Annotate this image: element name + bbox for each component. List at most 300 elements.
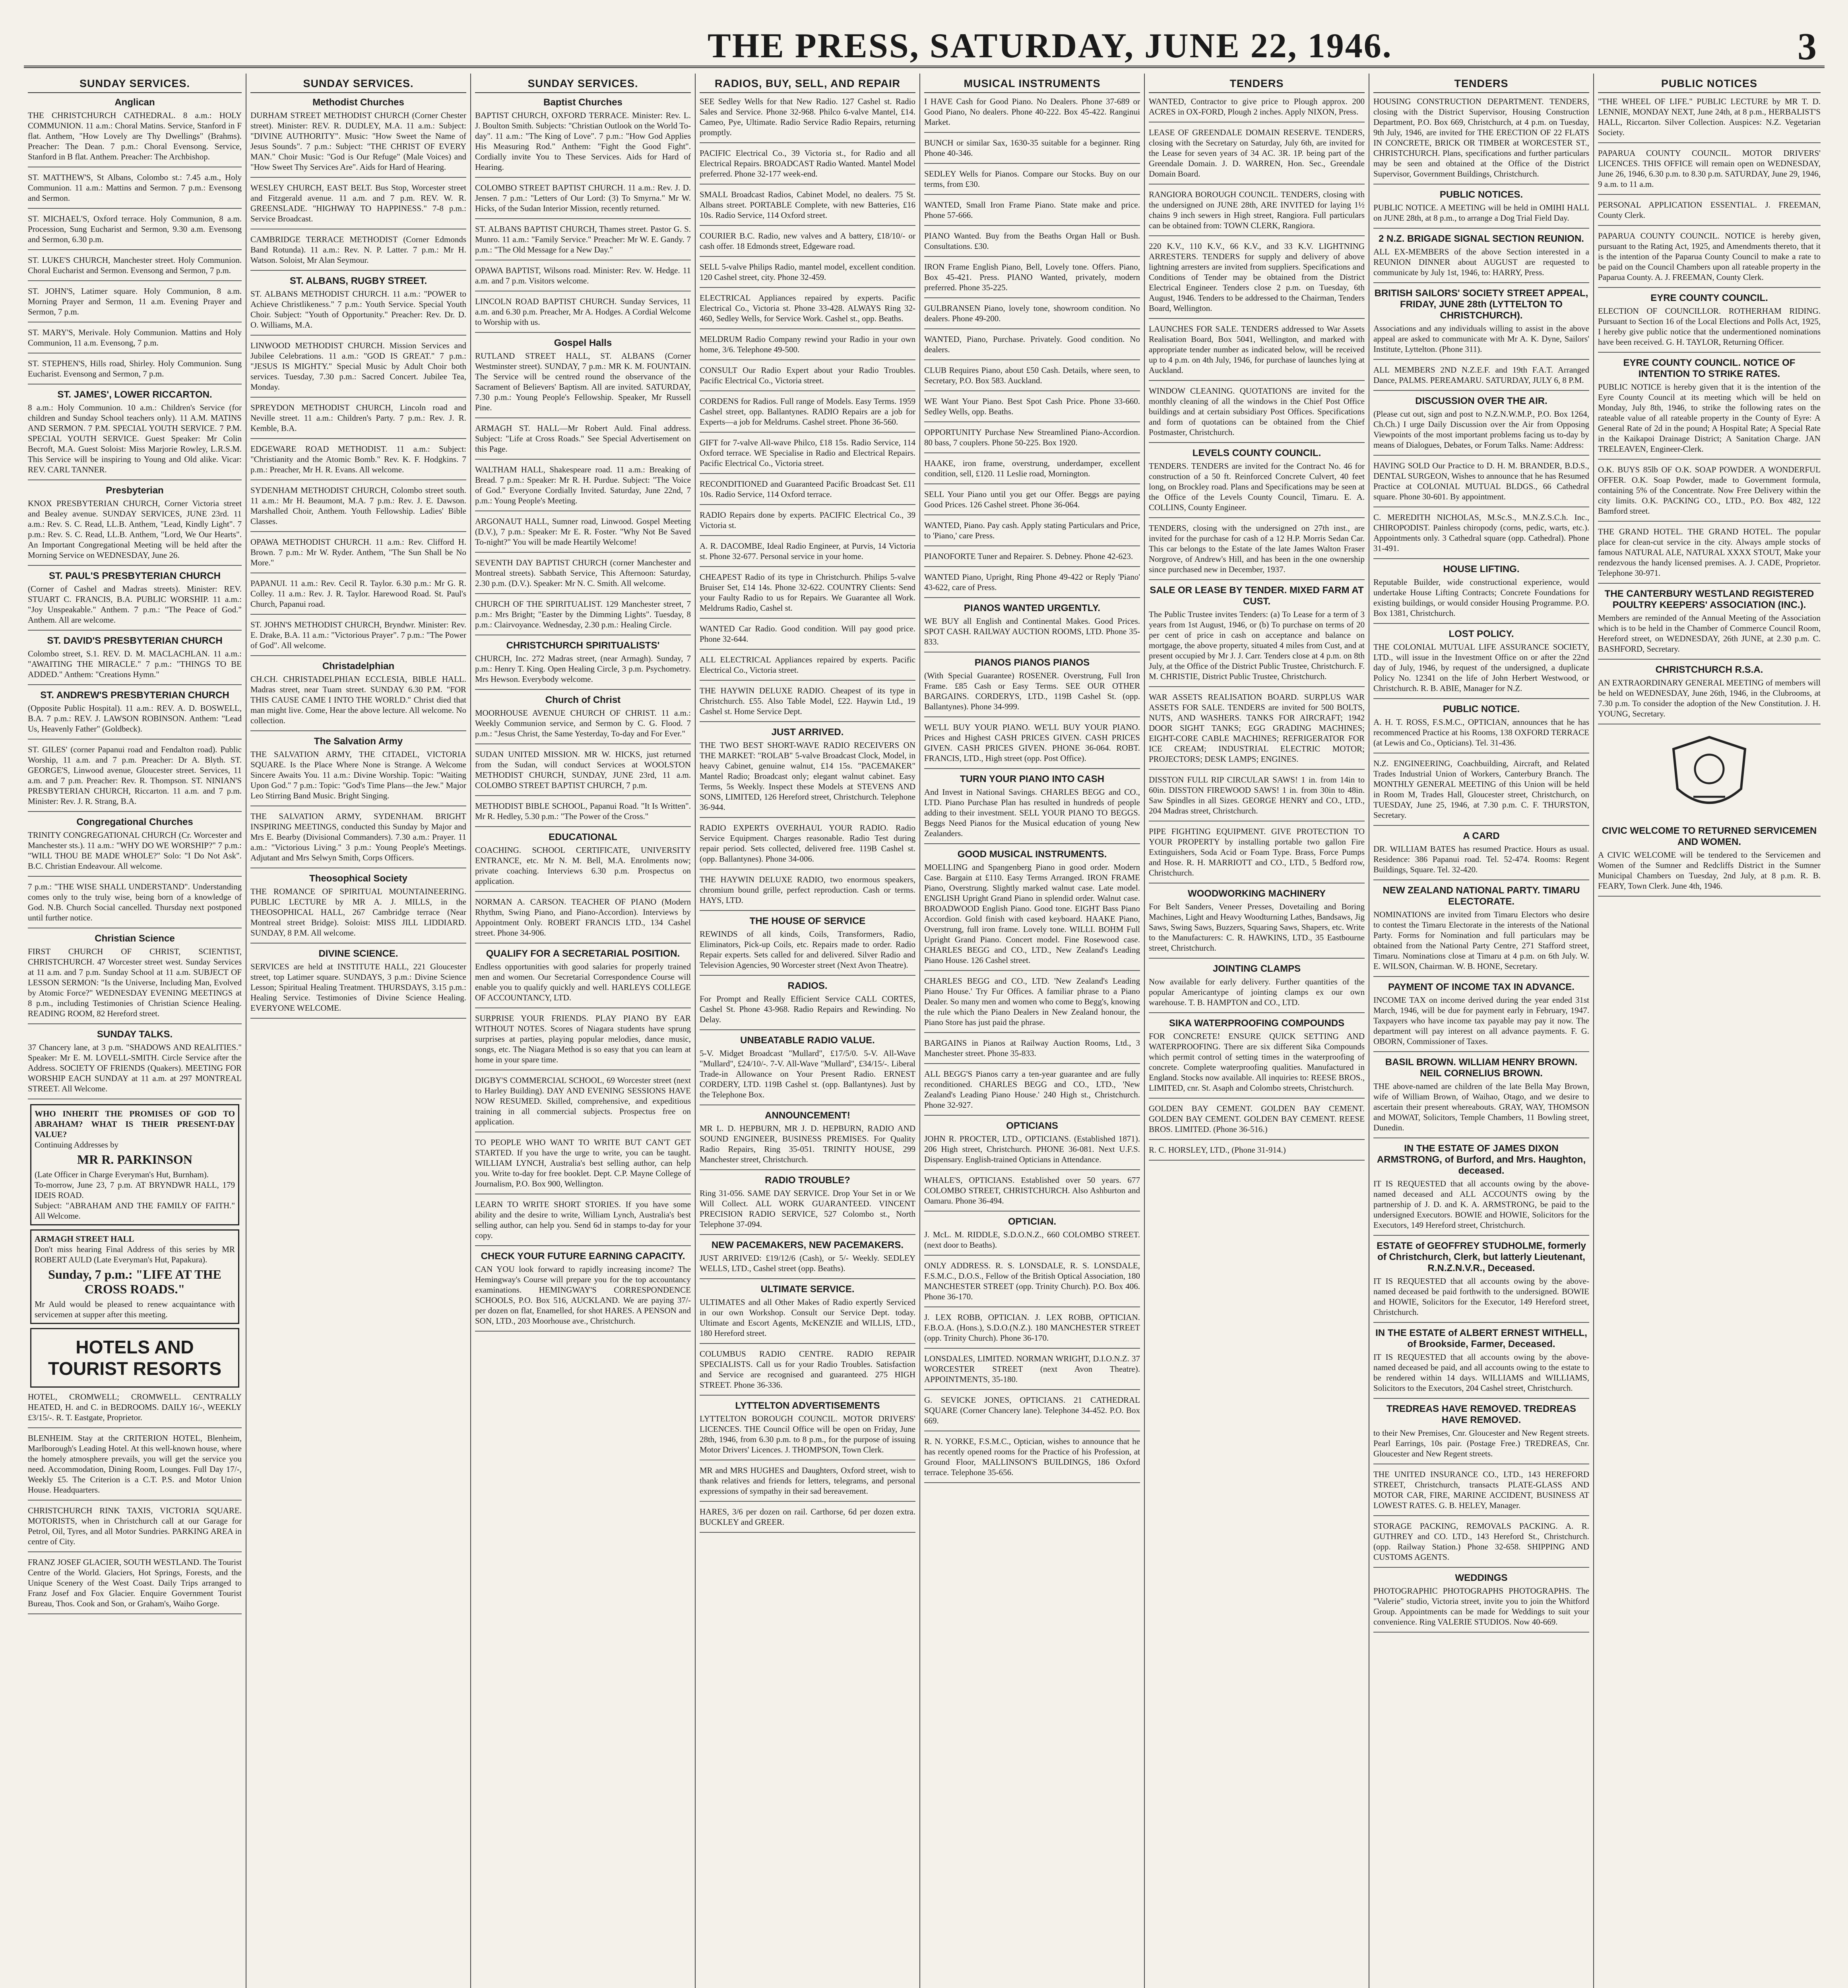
notice-text: OPAWA METHODIST CHURCH. 11 a.m.: Rev. Clifford H. Brown. 7 p.m.: Mr W. Ryder. Anthem, "The Sun Shall be No More." — [250, 537, 466, 567]
notice-text: JOHN R. PROCTER, LTD., OPTICIANS. (Established 1871). 206 High street, Christchurch. PHONE 36-081. Next U.F.S. Dispensary. English-trained Opticians in Attendance. — [924, 1134, 1140, 1164]
notice-block — [924, 262, 1140, 293]
notice-text: J. LEX ROBB, OPTICIAN. J. LEX ROBB, OPTICIAN. F.B.O.A. (Hons.), S.D.O.(N.Z.). 180 MANCHESTER STREET (opp. Trinity Church). Phone 36-170. — [924, 1312, 1140, 1343]
notice-text: ST. GILES' (corner Papanui road and Fendalton road). Public Worship, 11 a.m. and 7 p.m. Preacher: Dr A. Blyth. ST. GEORGE'S, Linwood avenue, Gloucester street. Services, 11 a.m. and 7 p.m. Preacher: Rev. R. Thompson. ST. NINIAN'S PRESBYTERIAN CHURCH, Riccarton. 11 a.m. and 7 p.m. Minister: Rev. J. R. Strang, B.A. — [28, 745, 242, 806]
notice-text: The Public Trustee invites Tenders: (a) To Lease for a term of 3 years from 1st August, 1946, or (b) To purchase on terms of 20 per cent of price in cash on acceptance and balance on mortgage, the above property, situated 4 miles from Cust, and at present occupied by Mr J. J. Carr. Tenders close at 4 p.m. on 8th July, at the Office of the District Public Trustee, Christchurch. F. M. CHRISTIE, District Public Trustee, Christchurch. — [1149, 610, 1365, 681]
notice-block — [475, 423, 691, 454]
notice-heading: IN THE ESTATE of ALBERT ERNEST WITHELL, of Brookside, Farmer, Deceased. — [1375, 1328, 1587, 1349]
divider — [1373, 1235, 1589, 1236]
notice-text: SELL Your Piano until you get our Offer. Beggs are paying Good Prices. 126 Cashel street. Phone 36-064. — [924, 489, 1140, 509]
divider — [924, 1482, 1140, 1483]
divider — [700, 1234, 915, 1235]
divider — [924, 1255, 1140, 1256]
notice-text: HARES, 3/6 per dozen on rail. Carthorse, 6d per dozen extra. BUCKLEY and GREER. — [700, 1507, 915, 1527]
notice-block — [1149, 963, 1365, 1008]
notice-text: ST. ALBANS METHODIST CHURCH. 11 a.m.: "POWER to Achieve Christlikeness." 7 p.m.: Youth Service. Special Youth Choir. Subject: "Youth of Opportunity." Preacher: Rev. Dr. D. O. Williams, M.A. — [250, 289, 466, 330]
notice-heading: QUALIFY FOR A SECRETARIAL POSITION. — [486, 948, 680, 959]
divider — [924, 566, 1140, 567]
notice-text: OPAWA BAPTIST, Wilsons road. Minister: Rev. W. Hedge. 11 a.m. and 7 p.m. Visitors welcome. — [475, 266, 691, 285]
divider — [700, 473, 915, 474]
column-header: PUBLIC NOTICES — [1598, 74, 1821, 93]
divider — [1373, 282, 1589, 283]
notice-text: MR and MRS HUGHES and Daughters, Oxford street, wish to thank relatives and friends for letters, telegrams, and personal expressions of sympathy in their sad bereavement. — [700, 1466, 915, 1496]
divider — [1373, 1632, 1589, 1633]
divider — [924, 1389, 1140, 1390]
notice-text: SMALL Broadcast Radios, Cabinet Model, no dealers. 75 St. Albans street. PORTABLE Complete, with new Batteries, £16 10s. Radio Service, 114 Oxford street. — [700, 190, 915, 220]
notice-heading: OPTICIANS — [1006, 1120, 1058, 1131]
notice-text: THE GRAND HOTEL. THE GRAND HOTEL. The popular place for clean-cut service in the city. Always ample stocks of famous NATURAL ALE, NATURAL XXXX STOUT, Make your rendezvous the handy licensed premises. A. J. CADE, Proprietor. Telephone 30-971. — [1598, 527, 1821, 578]
divider — [700, 535, 915, 536]
divider — [924, 132, 1140, 133]
notice-block — [700, 685, 915, 716]
divider — [1373, 228, 1589, 229]
divider — [1149, 442, 1365, 443]
notice-block — [250, 340, 466, 392]
notice-block — [700, 510, 915, 530]
notice-text: BAPTIST CHURCH, OXFORD TERRACE. Minister: Rev. L. J. Boulton Smith. Subjects: "Christian Outlook on the World To-day". 11 a.m.: "The King of Love". 7 p.m.: "How God Applies His Measuring Rod." Anthem: "Fight the Good Fight". Cordially invite You to These Services. Aids for Hard of Hearing. — [475, 111, 691, 172]
notice-block — [475, 557, 691, 588]
notice-block — [1598, 96, 1821, 138]
divider — [1149, 380, 1365, 381]
notice-block — [28, 485, 242, 560]
notice-heading: WEDDINGS — [1455, 1573, 1508, 1583]
column-header: TENDERS — [1373, 74, 1589, 93]
divider — [924, 421, 1140, 422]
divider — [700, 287, 915, 288]
column-header: SUNDAY SERVICES. — [250, 74, 466, 93]
notice-block — [475, 1251, 691, 1326]
divider — [28, 565, 242, 566]
notice-heading: HOUSE LIFTING. — [1443, 564, 1520, 575]
notice-block — [700, 96, 915, 138]
notice-block — [700, 148, 915, 179]
notice-block — [475, 296, 691, 327]
notice-heading: DIVINE SCIENCE. — [318, 948, 398, 959]
notice-text: ST. JOHN'S METHODIST CHURCH, Bryndwr. Minister: Rev. E. Drake, B.A. 11 a.m.: "Victorious Prayer". 7 p.m.: "The Power of God". All welcome. — [250, 620, 466, 650]
advert-line: HOTELS AND TOURIST RESORTS — [48, 1337, 222, 1379]
notice-block — [1373, 564, 1589, 618]
notice-block — [924, 1436, 1140, 1477]
notice-text: Endless opportunities with good salaries for properly trained men and women. Our Secretarial Correspondence Course will enable you to qualify quickly and well. HARLEYS COLLEGE OF ACCOUNTANCY, LTD. — [475, 962, 691, 1002]
column-5 — [920, 74, 1145, 1988]
advert-line: Mr Auld would be pleased to renew acquaintance with servicemen at supper after this meeting. — [35, 1299, 235, 1319]
notice-block — [924, 396, 1140, 417]
notice-block — [1373, 512, 1589, 553]
advert-line: (Late Officer in Charge Everyman's Hut, Burnham). — [35, 1170, 209, 1179]
column-7 — [1369, 74, 1594, 1988]
notice-text: ST. STEPHEN'S, Hills road, Shirley. Holy Communion. Sung Eucharist. Evensong and Sermon, 7 p.m. — [28, 359, 242, 379]
notice-text: THE CHRISTCHURCH CATHEDRAL. 8 a.m.: HOLY COMMUNION. 11 a.m.: Choral Matins. Service, Stanford in F flat. Anthem, "How Lovely are Thy Dwellings" (Brahms). Preacher: The Dean. 7 p.m.: Choral Evensong. Service, Stanford in B flat. Anthem. Preacher: The Archbishop. — [28, 111, 242, 161]
notice-text: FRANZ JOSEF GLACIER, SOUTH WESTLAND. The Tourist Centre of the World. Glaciers, Hot Springs, Forests, and the Unique Scenery of the West Coast. Daily Trips arranged to Franz Josef and Fox Glacier. Enquire Government Tourist Bureau, Thos. Cook and Son, or Graham's, Waiho Gorge. — [28, 1557, 242, 1608]
column-header: SUNDAY SERVICES. — [475, 74, 691, 93]
notice-heading: ST. ANDREW'S PRESBYTERIAN CHURCH — [40, 690, 229, 701]
notice-block — [1373, 1521, 1589, 1562]
divider — [1598, 225, 1821, 226]
notice-block — [1149, 1103, 1365, 1134]
notice-block — [924, 1175, 1140, 1206]
notice-block — [1373, 460, 1589, 502]
notice-block — [28, 571, 242, 625]
divider — [28, 1023, 242, 1024]
divider — [475, 459, 691, 460]
notice-heading: WOODWORKING MACHINERY — [1187, 888, 1326, 899]
notice-block — [924, 572, 1140, 592]
divider — [475, 593, 691, 594]
divider — [250, 270, 466, 271]
notice-text: Ring 31-056. SAME DAY SERVICE. Drop Your Set in or We Will Collect. ALL WORK GUARANTEED. VINCENT PRECISION RADIO SERVICE, 527 Colombo st., North Telephone 37-094. — [700, 1188, 915, 1229]
notice-block — [28, 172, 242, 203]
notice-block — [924, 365, 1140, 386]
notice-block — [475, 265, 691, 286]
notice-text: CHURCH, Inc. 272 Madras street, (near Armagh). Sunday, 7 p.m.: Henry T. King. Open Healing Circle, 3 p.m. Psychometry. Mrs Hewson. Everybody welcome. — [475, 654, 691, 684]
notice-block — [475, 97, 691, 172]
notice-text: ST. MARY'S, Merivale. Holy Communion. Mattins and Holy Communion, 11 a.m. Evensong, 7 p.m. — [28, 328, 242, 348]
divider — [475, 177, 691, 178]
notice-heading: PIANOS PIANOS PIANOS — [974, 657, 1090, 668]
notice-block — [475, 948, 691, 1003]
notice-heading: Baptist Churches — [543, 97, 622, 108]
divider — [924, 1115, 1140, 1116]
notice-text: RADIO EXPERTS OVERHAUL YOUR RADIO. Radio Service Equipment. Charges reasonable. Radio Test during repair period. Sets collected, delivered free. 119B Cashel st. (opp. Ballantynes). Phone 34-006. — [700, 823, 915, 864]
notice-heading: ESTATE of GEOFFREY STUDHOLME, formerly of Christchurch, Clerk, but latterly Lieutenant, R.N.Z.N.V.R., Deceased. — [1377, 1241, 1586, 1274]
notice-text: THE TWO BEST SHORT-WAVE RADIO RECEIVERS ON THE MARKET: "ROLAB" 5-valve Broadcast Clock, Model, in heavy Cabinet, genuine walnut, £14 15s. "PACEMAKER" Mantel Radio; Broadcast only; elegant walnut cabinet. Easy Terms, 5s Weekly. Inspect these Models at STEVENS AND SONS, LIMITED, 126 Hereford street, Christchurch. Telephone 36-944. — [700, 740, 915, 812]
divider — [1373, 558, 1589, 559]
notice-text: ELECTION OF COUNCILLOR. ROTHERHAM RIDING. Pursuant to Section 16 of the Local Elections and Polls Act, 1925, I hereby give public notice that the undermentioned nominations have been received. G. H. TAYLOR, Returning Officer. — [1598, 306, 1821, 347]
notice-text: EDGEWARE ROAD METHODIST. 11 a.m.: Subject: "Christianity and the Atomic Bomb." Rev. K. F. Hodgkins. 7 p.m.: Preacher, Mr H. R. Evans. All welcome. — [250, 444, 466, 474]
notice-text: BLENHEIM. Stay at the CRITERION HOTEL, Blenheim, Marlborough's Leading Hotel. At this well-known house, where the homely atmosphere prevails, you will get the service you need. Accommodation, Dining Room, Lounges. Full Day 17/-, Weekly £5. The Criterion is a C.T. P.S. and Motor Union House. Headquarters. — [28, 1433, 242, 1495]
notice-block — [700, 1240, 915, 1274]
notice-heading: TREDREAS HAVE REMOVED. TREDREAS HAVE REMOVED. — [1386, 1404, 1576, 1425]
divider — [1149, 1098, 1365, 1099]
notice-block — [475, 182, 691, 214]
divider — [700, 721, 915, 722]
notice-text: Members are reminded of the Annual Meeting of the Association which is to be held in the Chamber of Commerce Council Room, Hereford street, on WEDNESDAY, 26th JUNE, at 2.30 p.m. C. BASHFORD, Secretary. — [1598, 613, 1821, 654]
notice-text: PHOTOGRAPHIC PHOTOGRAPHS PHOTOGRAPHS. The "Valerie" studio, Victoria street, invite you to join the Whitford Group. Appointments can be made for Weddings to suit your convenience. Ring VALERIE STUDIOS. Now 40-669. — [1373, 1586, 1589, 1627]
divider — [1373, 455, 1589, 456]
divider — [924, 163, 1140, 164]
notice-text: WANTED Piano, Upright, Ring Phone 49-422 or Reply 'Piano' 43-622, care of Press. — [924, 572, 1140, 592]
notice-heading: Church of Christ — [545, 695, 621, 705]
advert-line: Sunday, 7 p.m.: "LIFE AT THE CROSS ROADS." — [48, 1267, 221, 1296]
column-header: TENDERS — [1149, 74, 1365, 93]
column-8 — [1594, 74, 1825, 1988]
notice-block — [28, 635, 242, 679]
divider — [700, 359, 915, 360]
notice-block — [700, 1349, 915, 1390]
divider — [1373, 1322, 1589, 1323]
notice-text: WE Want Your Piano. Best Spot Cash Price. Phone 33-660. Sedley Wells, opp. Beaths. — [924, 396, 1140, 416]
notice-block — [28, 255, 242, 276]
notice-block — [924, 303, 1140, 324]
advert-line: ARMAGH STREET HALL — [35, 1234, 134, 1244]
divider — [1598, 142, 1821, 143]
divider — [1149, 1160, 1365, 1161]
notice-block — [1598, 588, 1821, 654]
notice-text: A CIVIC WELCOME will be tendered to the Servicemen and Women of the Sumner and Redcliffs District in the Sumner Municipal Chambers on Tuesday, 2nd July, at 8 p.m. R. B. FEARY, Town Clerk. June 4th, 1946. — [1598, 850, 1821, 891]
divider — [1598, 352, 1821, 353]
notice-block — [28, 214, 242, 245]
notice-block — [1598, 526, 1821, 578]
notice-text: BUNCH or similar Sax, 1630-35 suitable for a beginner. Ring Phone 40-346. — [924, 138, 1140, 158]
notice-text: C. MEREDITH NICHOLAS, M.Sc.S., M.N.Z.S.C.h. Inc., CHIROPODIST. Painless chiropody (corns, pedic, warts, etc.). Appointments only. 3 Cathedral square (opp. Cathedral). Phone 31-491. — [1373, 513, 1589, 553]
divider — [1149, 318, 1365, 319]
notice-text: ST. ALBANS BAPTIST CHURCH, Thames street. Pastor G. S. Munro. 11 a.m.: "Family Service." Preacher: Mr W. E. Gandy. 7 p.m.: "The Old Message for a New Day." — [475, 224, 691, 254]
notice-text: And Invest in National Savings. CHARLES BEGG and CO., LTD. Piano Purchase Plan has resulted in hundreds of people adding to their investment. SELL YOUR PIANO TO BEGGS. Beggs Need Pianos for the Musical education of young New Zealanders. — [924, 787, 1140, 838]
notice-block — [28, 817, 242, 871]
masthead — [24, 22, 1825, 68]
notice-text: ALL MEMBERS 2ND N.Z.E.F. and 19th F.A.T. Arranged Dance, PALMS. PEREAMARU. SATURDAY, JULY 6, 8 P.M. — [1373, 365, 1589, 385]
divider — [1149, 686, 1365, 687]
divider — [700, 869, 915, 870]
notice-block — [700, 262, 915, 282]
column-4 — [696, 74, 920, 1988]
notice-block — [28, 744, 242, 806]
notice-text: 37 Chancery lane, at 3 p.m. "SHADOWS AND REALITIES." Speaker: Mr E. M. LOVELL-SMITH. Circle Service after the Address. SOCIETY OF FRIENDS (Quakers). MEETING FOR WORSHIP EACH SUNDAY at 11 a.m. at 297 MONTREAL STREET. All Welcome. — [28, 1043, 242, 1093]
divider — [1598, 583, 1821, 584]
notice-heading: Christadelphian — [322, 661, 395, 672]
divider — [700, 1532, 915, 1533]
notice-block — [28, 933, 242, 1019]
notice-text: 220 K.V., 110 K.V., 66 K.V., and 33 K.V. LIGHTNING ARRESTERS. TENDERS for supply and delivery of above lightning arresters are invited from suppliers. Specifications and Conditions of Tender may be obtained from the District Electrical Engineer. Tenders close 2 p.m. on Tuesday, 6th August, 1946. Tenders to be addressed to the Chairman, Tenders Board, Wellington. — [1149, 241, 1365, 313]
notice-text: HOUSING CONSTRUCTION DEPARTMENT. TENDERS, closing with the District Supervisor, Housing Construction Department, P.O. Box 669, Christchurch, at 4 p.m. on Tuesday, 9th July, 1946, are invited for THE ERECTION OF 22 FLATS IN CONCRETE, BRICK OR TIMBER at WORCESTER ST., CHRISTCHURCH. Plans, specifications and further particulars may be seen and obtained at the Office of the District Supervisor, Government Buildings, Christchurch. — [1373, 97, 1589, 179]
notice-text: "THE WHEEL OF LIFE." PUBLIC LECTURE by MR T. D. LENNIE, MONDAY NEXT, June 24th, at 8 p.m., HERBALIST'S HALL, Riccarton. Silver Collection. Auspices: N.Z. Vegetarian Society. — [1598, 97, 1821, 137]
notice-text: ST. LUKE'S CHURCH, Manchester street. Holy Communion. Choral Eucharist and Sermon. Evensong and Sermon, 7 p.m. — [28, 255, 242, 275]
divider — [250, 335, 466, 336]
notice-block — [924, 657, 1140, 712]
notice-block — [924, 427, 1140, 448]
notice-text: IRON Frame English Piano, Bell, Lovely tone. Offers. Piano, Box 45-421. Press. PIANO Wanted, privately, modern preferred. Phone 35-225. — [924, 262, 1140, 292]
advert-line: To-morrow, June 23, 7 p.m. AT BRYNDWR HALL, 179 IDEIS ROAD. — [35, 1180, 235, 1200]
notice-heading: JOINTING CLAMPS — [1212, 963, 1301, 974]
notice-block — [700, 980, 915, 1025]
notice-heading: EYRE COUNTY COUNCIL. NOTICE OF INTENTION TO STRIKE RATES. — [1623, 357, 1796, 379]
divider — [28, 811, 242, 812]
divider — [924, 768, 1140, 769]
notice-block — [924, 520, 1140, 541]
divider — [475, 826, 691, 827]
column-2 — [246, 74, 471, 1988]
notice-block — [1373, 885, 1589, 971]
divider — [250, 1018, 466, 1019]
notice-block — [1373, 758, 1589, 820]
notice-text: ST. MATTHEW'S, St Albans, Colombo st.: 7.45 a.m., Holy Communion. 11 a.m.: Mattins and Sermon. 7 p.m.: Evensong and Sermon. — [28, 173, 242, 203]
notice-text: METHODIST BIBLE SCHOOL, Papanui Road. "It Is Written". Mr R. Hedley, 5.30 p.m.: "The Power of the Cross." — [475, 801, 691, 821]
notice-block — [1149, 448, 1365, 513]
notice-block — [924, 603, 1140, 647]
notice-block — [475, 695, 691, 739]
divider — [475, 891, 691, 892]
notice-text: LINWOOD METHODIST CHURCH. Mission Services and Jubilee Celebrations. 11 a.m.: "GOD IS GREAT." 7 p.m.: "JESUS IS MIGHTY." Special Music by Adult Choir both services. Tuesday, 7.30 p.m.: Sacred Concert. Jubilee Tea, Monday. — [250, 341, 466, 392]
notice-text: SERVICES are held at INSTITUTE HALL, 221 Gloucester street, top Latimer square. SUNDAYS, 3 p.m.: Divine Science Lesson; Spiritual Healing Treatment. THURSDAYS, 3.15 p.m.: Healing Service. Testimonies of Divine Science Healing. EVERYONE WELCOME. — [250, 962, 466, 1013]
notice-text: REWINDS of all kinds, Coils, Transformers, Radio, Eliminators, Pick-up Coils, etc. Repairs made to order. Radio Repair experts. Sets called for and delivered. Silver Radio and Television Agencies, 90 Worcester street (Next Avon Theatre). — [700, 929, 915, 970]
notice-block — [475, 801, 691, 821]
divider — [924, 483, 1140, 484]
notice-block — [700, 1284, 915, 1338]
notice-text: Reputable Builder, wide constructional experience, would undertake House Lifting Contracts; Concrete Foundations for existing buildings, or would consider Housing Programme. P.O. Box 1381, Christchurch. — [1373, 577, 1589, 618]
notice-block — [1373, 288, 1589, 354]
notice-block — [1598, 664, 1821, 719]
notice-block — [1373, 704, 1589, 748]
notice-text: DURHAM STREET METHODIST CHURCH (Corner Chester street). Minister: REV. R. DUDLEY, M.A. 11 a.m.: Subject: "DIVINE AUTHORITY". Music: "How Sweet the Name of Jesus Sounds". 7 p.m.: Subject: "THE CHRIST OF EVERY MAN." Choir Music: "God is Our Refuge" (Male Voices) and "How Sweet Thy Services Are". Aids for Hard of Hearing. — [250, 111, 466, 172]
divider — [700, 432, 915, 433]
divider — [700, 256, 915, 257]
notice-text: ARMAGH ST. HALL—Mr Robert Auld. Final address. Subject: "Life at Cross Roads." See Special Advertisement on this Page. — [475, 423, 691, 454]
notice-text: (With Special Guarantee) ROSENER. Overstrung, Full Iron Frame. £85 Cash or Easy Terms. SEE OUR OTHER BARGAINS. CORDERYS, LTD., 119B Cashel St. (opp. Ballantynes). Phone 34-999. — [924, 671, 1140, 711]
notice-text: IT IS REQUESTED that all accounts owing by the above-named deceased and ALL ACCOUNTS owing by the partnership of J. D. and K. A. ARMSTRONG, be paid to the undersigned Executors. BOWIE and HOWIE, Solicitors for the Executors, 149 Hereford street, Christchurch. — [1373, 1179, 1589, 1230]
notice-heading: Gospel Halls — [554, 338, 612, 348]
notice-text: CONSULT Our Radio Expert about your Radio Troubles. Pacific Electrical Co., Victoria street. — [700, 365, 915, 385]
notice-block — [250, 661, 466, 726]
divider — [924, 256, 1140, 257]
notice-text: AN EXTRAORDINARY GENERAL MEETING of members will be held on WEDNESDAY, June 26th, 1946, in the Clubrooms, at 7.30 p.m. To consider the adoption of the New Constitution. J. H. YOUNG, Secretary. — [1598, 678, 1821, 718]
civic-coat-of-arms-icon — [1658, 729, 1761, 821]
notice-text: CHARLES BEGG and CO., LTD. 'New Zealand's Leading Piano House.' Try Fur Offices. A familiar phrase to a Piano Dealer. So many men and women who come to Begg's, knowing the rule which the Piano Dealers in New Zealand honour, the Piano Store has just paid the phrase. — [924, 976, 1140, 1027]
notice-text: PERSONAL APPLICATION ESSENTIAL. J. FREEMAN, County Clerk. — [1598, 200, 1821, 220]
notice-text: ST. JOHN'S, Latimer square. Holy Communion, 8 a.m. Morning Prayer and Sermon, 11 a.m. Evening Prayer and Sermon, 7 p.m. — [28, 286, 242, 316]
notice-text: THE HAYWIN DELUXE RADIO. Cheapest of its type in Christchurch. £55. Also Table Model, £22. Haywin Ltd., 19 Cashel st. Home Service Dept. — [700, 686, 915, 716]
notice-block — [1598, 231, 1821, 282]
divider — [28, 1551, 242, 1552]
divider — [1373, 1398, 1589, 1399]
notice-block — [1598, 293, 1821, 347]
advert-line: MR R. PARKINSON — [77, 1152, 193, 1167]
notice-block — [1149, 96, 1365, 117]
notice-block — [924, 774, 1140, 839]
divider — [250, 397, 466, 398]
column-1 — [24, 74, 246, 1988]
notice-text: MOELLING and Spangenberg Piano in good order. Modern Case. Bargain at £110. Easy Terms Arranged. IRON FRAME Piano, Overstrung. Slightly marked walnut case. Late model. ENGLISH Upright Grand Piano in splendid order. Walnut case. BROADWOOD English Piano. Good tone. EIGHT Bass Piano Accordion. Gold finish with cased keyboard. HAAKE Piano, Overstrung, full iron frame. Lovely tone. WILLI. BOHM Full Upright Grand Piano. Concert model. Fine Rosewood case. CHARLES BEGG and CO., LTD., New Zealand's Leading Piano House. 126 Cashel street. — [924, 862, 1140, 965]
notice-block — [924, 722, 1140, 763]
notice-text: PAPARUA COUNTY COUNCIL. NOTICE is hereby given, pursuant to the Rating Act, 1925, and Amendments thereto, that it is the intention of the Paparua County Council to make a rate to be paid on the Council Chambers upon all rateable property in the Paparua County. A. J. FREEMAN, County Clerk. — [1598, 231, 1821, 282]
notice-text: GULBRANSEN Piano, lovely tone, showroom condition. No dealers. Phone 49-200. — [924, 303, 1140, 323]
notice-block — [1149, 826, 1365, 878]
notice-block — [475, 749, 691, 790]
notice-block — [475, 640, 691, 684]
notice-block — [924, 458, 1140, 479]
column-header: MUSICAL INSTRUMENTS — [924, 74, 1140, 93]
notice-block — [250, 402, 466, 433]
notice-heading: SUNDAY TALKS. — [97, 1029, 173, 1040]
notice-text: DIGBY'S COMMERCIAL SCHOOL, 69 Worcester street (next to Harley Building). DAY AND EVENING SESSIONS HAVE NOW RESUMED. Skilled, comprehensive, and expeditious training in all commercial subjects. Prospectus free on application. — [475, 1076, 691, 1126]
notice-heading: BRITISH SAILORS' SOCIETY STREET APPEAL, FRIDAY, JUNE 28th (LYTTELTON TO CHRISTCHURCH). — [1374, 288, 1588, 321]
notice-block — [1373, 1573, 1589, 1627]
notice-text: CHEAPEST Radio of its type in Christchurch. Philips 5-valve Bruiser Set, £14 14s. Phone 32-622. COUNTRY Clients: Send your Faulty Radio to us for Repairs. We Guarantee all Work. Meldrums Radio, Cashel st. — [700, 572, 915, 613]
notice-text: WANTED Car Radio. Good condition. Will pay good price. Phone 32-644. — [700, 624, 915, 644]
notice-text: TENDERS, closing with the undersigned on 27th inst., are invited for the purchase for cash of a 12 H.P. Morris Sedan Car. This car belongs to the Estate of the late James Walton Fraser Norgrove, of Andrew's Hill, and has been in the one ownership since purchased new in December, 1937. — [1149, 523, 1365, 574]
notice-heading: SALE OR LEASE BY TENDER. MIXED FARM AT CUST. — [1150, 585, 1364, 607]
divider — [924, 194, 1140, 195]
notice-text: FIRST CHURCH OF CHRIST, SCIENTIST, CHRISTCHURCH. 47 Worcester street west. Sunday Services at 11 a.m. and 7 p.m. Sunday School at 11 a.m. SUBJECT OF LESSON SERMON: "Is the Universe, Including Man, Evolved by Atomic Force?" WEDNESDAY EVENING MEETINGS at 8 p.m., including Testimonies of Christian Science Healing. READING ROOM, 82 Hereford street. — [28, 947, 242, 1018]
notice-text: OPPORTUNITY Purchase New Streamlined Piano-Accordion. 80 bass, 7 couplers. Phone 50-225. Box 1920. — [924, 427, 1140, 447]
notice-text: CHURCH OF THE SPIRITUALIST. 129 Manchester street, 7 p.m.: Mrs Bright; "Easter by the Dimming Lights". Tuesday, 8 p.m.: Clairvoyance. Wednesday, 2.30 p.m.: Healing Circle. — [475, 599, 691, 629]
notice-text: MR L. D. HEPBURN, MR J. D. HEPBURN, RADIO AND SOUND ENGINEER, BUSINESS PREMISES. For Quality Radio Repairs, Ring 35-051. TRINITY HOUSE, 299 Manchester street, Christchurch. — [700, 1124, 915, 1164]
notice-heading: BASIL BROWN. WILLIAM HENRY BROWN. NEIL CORNELIUS BROWN. — [1385, 1057, 1578, 1079]
notice-text: CAMBRIDGE TERRACE METHODIST (Corner Edmonds Band Rotunda). 11 a.m.: Rev. N. P. Latter. 7 p.m.: Mr H. Watson. Soloist, Mr Alan Seymour. — [250, 235, 466, 265]
divider — [924, 225, 1140, 226]
notice-block — [1149, 324, 1365, 375]
notice-text: CAN YOU look forward to rapidly increasing income? The Hemingway's Course will prepare you for the top accountancy examinations. HEMINGWAY'S CORRESPONDENCE SCHOOLS, P.O. Box 516, AUCKLAND. We are paying 37/- per dozen on flat, Enamelled, for shot HARES. A PENSON and SON, LTD., 203 Moorhouse ave., Christchurch. — [475, 1264, 691, 1326]
notice-text: A. H. T. ROSS, F.S.M.C., OPTICIAN, announces that he has recommenced Practice at his Rooms, 138 OXFORD TERRACE (at Lewis and Co., Opticians). Tel. 31-436. — [1373, 717, 1589, 747]
notice-text: RADIO Repairs done by experts. PACIFIC Electrical Co., 39 Victoria st. — [700, 510, 915, 530]
divider — [1598, 459, 1821, 460]
notice-block — [924, 1216, 1140, 1250]
notice-block — [700, 874, 915, 905]
divider — [1373, 976, 1589, 977]
notice-block — [1149, 775, 1365, 816]
notice-text: R. C. HORSLEY, LTD., (Phone 31-914.) — [1149, 1145, 1286, 1155]
divider — [1373, 359, 1589, 360]
notice-text: IT IS REQUESTED that all accounts owing by the above-named deceased be paid forthwith to the undersigned. BOWIE and HOWIE, Solicitors for the Executor, 149 Hereford street, Christchurch. — [1373, 1276, 1589, 1317]
notice-text: Now available for early delivery. Further quantities of the popular Americantype of jointing clamps ex our own warehouse. T. B. HAMPTON and CO., LTD. — [1149, 977, 1365, 1007]
notice-block — [28, 1029, 242, 1094]
notice-text: ELECTRICAL Appliances repaired by experts. Pacific Electrical Co., Victoria st. Phone 33-428. ALWAYS Ring 32-460, Sedley Wells, for Service Work. Cashel st., opp. Beaths. — [700, 293, 915, 323]
notice-block — [1373, 365, 1589, 385]
divider — [924, 970, 1140, 971]
notice-text: ALL EX-MEMBERS of the above Section interested in a REUNION DINNER about AUGUST are requested to communicate by July 1st, 1946, to: HARRY, Press. — [1373, 247, 1589, 277]
divider — [924, 1063, 1140, 1064]
notice-text: SEVENTH DAY BAPTIST CHURCH (corner Manchester and Montreal streets). Sabbath Service, This Afternoon: Saturday, 2.30 p.m. (D.V.). Speaker: Mr N. C. Smith. All welcome. — [475, 558, 691, 588]
notice-heading: 2 N.Z. BRIGADE SIGNAL SECTION REUNION. — [1379, 233, 1584, 244]
notice-text: LONSDALES, LIMITED. NORMAN WRIGHT, D.I.O.N.Z. 37 WORCESTER STREET (next Avon Theatre). APPOINTMENTS, 35-180. — [924, 1354, 1140, 1384]
notice-block — [700, 1507, 915, 1527]
notice-block — [924, 1260, 1140, 1302]
notice-heading: Anglican — [114, 97, 155, 108]
notice-text: WANTED, Piano. Pay cash. Apply stating Particulars and Price, to 'Piano,' care Press. — [924, 520, 1140, 540]
divider — [1149, 958, 1365, 959]
divider — [1373, 1051, 1589, 1052]
notice-block — [475, 1199, 691, 1241]
notice-heading: LYTTELTON ADVERTISEMENTS — [735, 1400, 880, 1411]
notice-block — [924, 551, 1140, 561]
notice-block — [250, 578, 466, 609]
notice-text: R. N. YORKE, F.S.M.C., Optician, wishes to announce that he has recently opened rooms for the Practice of his Profession, at Ground Floor, MALLINSON'S BUILDINGS, 186 Oxford terrace. Telephone 35-656. — [924, 1437, 1140, 1477]
notice-block — [1598, 200, 1821, 220]
notice-text: INCOME TAX on income derived during the year ended 31st March, 1946, will be due for payment early in February, 1947. Taxpayers who have income tax payable may pay it now. The department will pay interest on all advance payments. F. G. OBORN, Commissioner of Taxes. — [1373, 995, 1589, 1046]
divider — [924, 297, 1140, 298]
notice-text: Associations and any individuals willing to assist in the above appeal are asked to communicate with Mr A. K. Dyne, Sailors' Institute, Lyttelton. (Phone 311). — [1373, 324, 1589, 354]
notice-block — [1373, 1404, 1589, 1459]
paper-title: THE PRESS, SATURDAY, JUNE 22, 1946. — [708, 27, 1392, 65]
notice-block — [700, 334, 915, 355]
notice-heading: NEW PACEMAKERS, NEW PACEMAKERS. — [711, 1240, 904, 1250]
notice-block — [475, 464, 691, 506]
notice-text: THE ROMANCE OF SPIRITUAL MOUNTAINEERING. PUBLIC LECTURE by MR A. J. MILLS, in the THEOSOPHICAL HALL, 267 Cambridge terrace (Near Montreal street Bridge). Soloist: MISS JILL LIDDIARD. SUNDAY, 8 P.M. All welcome. — [250, 887, 466, 938]
notice-block — [28, 690, 242, 734]
notice-text: WINDOW CLEANING. QUOTATIONS are invited for the monthly cleaning of all the windows in the Chief Post Office buildings and at certain subsidiary Post Offices. Specifications and form of quotations can be obtained from the Chief Postmaster, Christchurch. — [1149, 386, 1365, 437]
divider — [28, 1427, 242, 1428]
notice-text: PIPE FIGHTING EQUIPMENT. GIVE PROTECTION TO YOUR PROPERTY by installing portable two gallon Fire Extinguishers, Soda Acid or Foam Type. Brass, Force Pumps and Hose. R. H. MARRIOTT and CO., LTD., 5 Bedford row, Christchurch. — [1149, 827, 1365, 878]
notice-text: STORAGE PACKING, REMOVALS PACKING. A. R. GUTHREY and CO. LTD., 143 Hereford St., Christchurch. (opp. Railway Station.) Phone 32-658. SHIPPING AND CUSTOMS AGENTS. — [1373, 1521, 1589, 1562]
notice-text: MOORHOUSE AVENUE CHURCH OF CHRIST. 11 a.m.: Weekly Communion service, and Sermon by C. G. Flood. 7 p.m.: "Jesus Christ, the Same Yesterday, To-day and For Ever." — [475, 708, 691, 738]
notice-block — [1373, 982, 1589, 1046]
notice-text: PIANO Wanted. Buy from the Beaths Organ Hall or Bush. Consultations. £30. — [924, 231, 1140, 251]
divider — [28, 280, 242, 281]
notice-text: THE SALVATION ARMY, SYDENHAM. BRIGHT INSPIRING MEETINGS, conducted this Sunday by Major and Mrs E. Bearby (Divisional Commanders). 7.30 a.m.: Prayer. 11 a.m.: "Victorious Living." 3 p.m.: Young People's Meetings. Adjutant and Mrs Selwyn Smith, Corps Officers. — [250, 812, 466, 862]
notice-block — [1149, 585, 1365, 681]
divider — [1598, 896, 1821, 897]
notice-block — [700, 189, 915, 220]
notice-heading: ST. ALBANS, RUGBY STREET. — [289, 276, 427, 286]
notice-block — [475, 1137, 691, 1189]
notice-text: PAPARUA COUNTY COUNCIL. MOTOR DRIVERS' LICENCES. THIS OFFICE will remain open on WEDNESDAY, June 26, 1946, 6.30 p.m. to 8.30 p.m. SATURDAY, June 29, 1946, 9 a.m. to 11 a.m. — [1598, 148, 1821, 189]
notice-block — [1598, 357, 1821, 454]
divider — [28, 1613, 242, 1614]
advert-line: WHO INHERIT THE PROMISES OF GOD TO ABRAHAM? WHAT IS THEIR PRESENT-DAY VALUE? — [35, 1109, 235, 1139]
notice-text: PUBLIC NOTICE is hereby given that it is the intention of the Eyre County Council at its meeting which will be held on Monday, July 8th, 1946, to strike the following rates on the rateable value of all rateable property in the County of Eyre: A General Rate of 2d in the pound; A Hospital Rate; A Special Rate in the Kaikapoi Drainage District; A Sanitation Charge. JAN TRELEAVEN, Engineer-Clerk. — [1598, 382, 1821, 454]
notice-text: LEASE OF GREENDALE DOMAIN RESERVE. TENDERS, closing with the Secretary on Saturday, July 6th, are invited for the Lease for seven years of 34 AC. 3R. 1P. being part of the Greendale Domain. J. D. WARREN, Hon. Sec., Greendale Domain Board. — [1149, 128, 1365, 179]
notice-heading: LEVELS COUNTY COUNCIL. — [1192, 448, 1321, 458]
advert-line: Subject: "ABRAHAM AND THE FAMILY OF FAITH." All Welcome. — [35, 1201, 235, 1221]
notice-block — [924, 1069, 1140, 1110]
